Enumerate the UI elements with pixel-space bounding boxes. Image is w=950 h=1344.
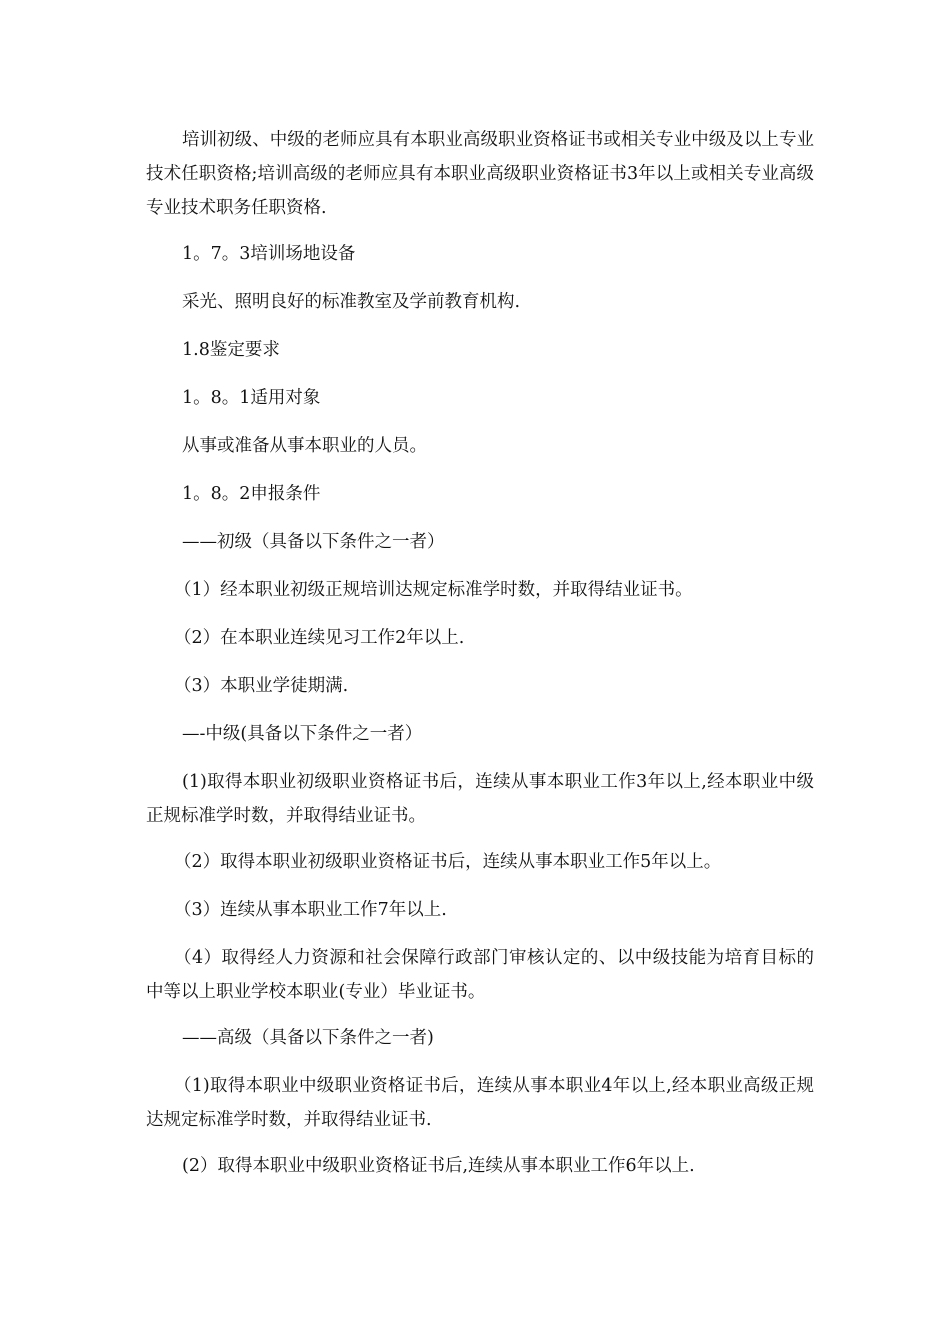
heading-1-7-3: 1。7。3培训场地设备 — [182, 244, 356, 264]
paragraph-trainer-qualification: 培训初级、中级的老师应具有本职业高级职业资格证书或相关专业中级及以上专业技术任职资格;培训高级的老师应具有本职业高级职业资格证书3年以上或相关专业高级专业技术职务任职资格. — [146, 130, 814, 218]
paragraph-venue: 采光、照明良好的标准教室及学前教育机构. — [182, 292, 521, 312]
junior-condition-1: （1）经本职业初级正规培训达规定标准学时数，并取得结业证书。 — [174, 580, 693, 600]
heading-senior: ——高级（具备以下条件之一者) — [182, 1028, 434, 1048]
intermediate-condition-2: （2）取得本职业初级职业资格证书后，连续从事本职业工作5年以上。 — [174, 852, 722, 872]
intermediate-condition-4: （4）取得经人力资源和社会保障行政部门审核认定的、以中级技能为培育目标的中等以上职业学校本职业(专业）毕业证书。 — [146, 948, 814, 1002]
intermediate-condition-1: (1)取得本职业初级职业资格证书后，连续从事本职业工作3年以上,经本职业中级正规标准学时数，并取得结业证书。 — [146, 772, 814, 826]
heading-junior: ——初级（具备以下条件之一者） — [182, 532, 445, 552]
heading-1-8: 1.8鉴定要求 — [182, 340, 280, 360]
paragraph-applicable-persons: 从事或准备从事本职业的人员。 — [182, 436, 427, 456]
junior-condition-2: （2）在本职业连续见习工作2年以上. — [174, 628, 465, 648]
junior-condition-3: （3）本职业学徒期满. — [174, 676, 349, 696]
heading-1-8-1: 1。8。1适用对象 — [182, 388, 321, 408]
heading-1-8-2: 1。8。2申报条件 — [182, 484, 321, 504]
senior-condition-1: （1)取得本职业中级职业资格证书后，连续从事本职业4年以上,经本职业高级正规达规定标准学时数，并取得结业证书. — [146, 1076, 814, 1130]
intermediate-condition-3: （3）连续从事本职业工作7年以上. — [174, 900, 447, 920]
heading-intermediate: —-中级(具备以下条件之一者） — [182, 724, 423, 744]
senior-condition-2: (2）取得本职业中级职业资格证书后,连续从事本职业工作6年以上. — [182, 1156, 695, 1176]
